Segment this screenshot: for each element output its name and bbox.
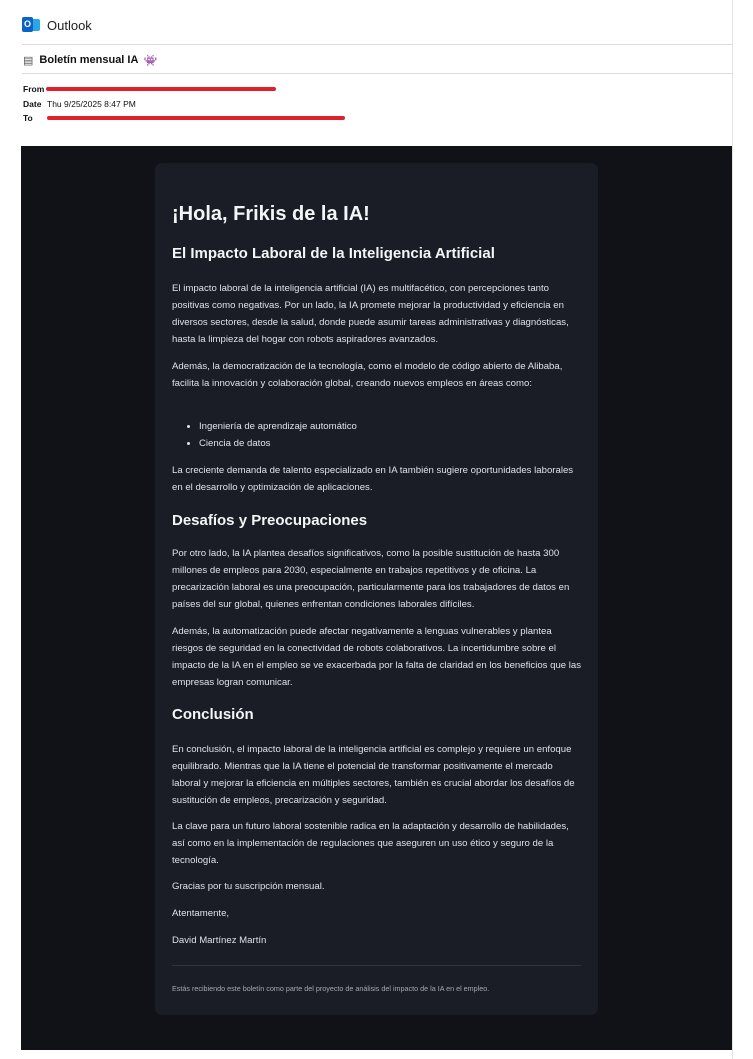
list-item: • Ingeniería de aprendizaje automático [199, 418, 357, 435]
alien-monster-icon: 👾 [143, 54, 158, 67]
to-label: To [23, 112, 33, 123]
date-row [23, 97, 136, 110]
section2-paragraph-1: Por otro lado, la IA plantea desafíos significativos, como la posible sustitución de hasta 300 millones de empleos para 2030, especialmente en trabajos repetitivos y de oficina. La precarización laboral es una preocupación, particularmente para los trabajadores de datos en países del sur global, quienes enfrentan condiciones laborales difíciles. [172, 548, 570, 610]
section1-paragraph-1: El impacto laboral de la inteligencia artificial (IA) es multifacético, con percepciones tanto positivas como negativas. Por un lado, la IA promete mejorar la productividad y eficiencia en diversos sectores, desde la salud, donde puede asumir tareas administrativas y diagnósticas, hasta la limpieza del hogar con robots aspiradores avanzados. [172, 283, 569, 345]
outlook-logo-icon: O [22, 16, 40, 34]
thanks-text: Gracias por tu suscripción mensual. [172, 881, 325, 892]
section2-paragraph-2: Además, la automatización puede afectar negativamente a lenguas vulnerables y plantea riesgos de seguridad en la conectividad de robots colaborativos. La incertidumbre sobre el impacto de la IA en el empleo se ve exacerbada por la falta de claridad en los beneficios que las empresas logran comunicar. [172, 626, 582, 688]
list-item: • Ciencia de datos [199, 435, 357, 452]
subject-divider [22, 73, 733, 74]
newsletter-card [155, 163, 598, 1015]
subject-text: Boletín mensual IA [39, 54, 139, 66]
signature-text: David Martínez Martín [172, 935, 267, 946]
section1-paragraph-3: La creciente demanda de talento especializado en IA también sugiere oportunidades laborales en el desarrollo y optimización de aplicaciones. [172, 465, 574, 493]
app-name: Outlook [47, 17, 92, 33]
from-redacted [46, 87, 276, 91]
section3-paragraph-1: En conclusión, el impacto laboral de la inteligencia artificial es complejo y requiere un enfoque equilibrado. Mientras que la IA tiene el potencial de transformar positivamente el mercado laboral y mejorar la eficiencia en múltiples sectores, también es crucial abordar los desafíos de sustitución de empleos, precarización y seguridad. [172, 744, 575, 806]
header-divider [22, 44, 733, 45]
greeting-heading: ¡Hola, Frikis de la IA! [172, 203, 370, 225]
from-label: From [23, 83, 45, 94]
date-value: Thu 9/25/2025 8:47 PM [47, 98, 136, 109]
footer-divider [172, 965, 581, 966]
footer-note: Estás recibiendo este boletín como parte del proyecto de análisis del impacto de la IA en el empleo. [172, 984, 490, 993]
section3-paragraph-2: La clave para un futuro laboral sostenible radica en la adaptación y desarrollo de habilidades, así como en la implementación de regulaciones que aseguren un uso ético y seguro de la tecnología. [172, 821, 569, 866]
subject-row [23, 51, 157, 69]
window-right-border [732, 0, 733, 1059]
section3-title: Conclusión [172, 706, 254, 723]
closing-text: Atentamente, [172, 908, 230, 919]
to-redacted [47, 116, 345, 120]
from-row [23, 82, 276, 95]
section2-title: Desafíos y Preocupaciones [172, 512, 368, 529]
to-row [23, 111, 345, 124]
area-list [172, 418, 357, 452]
section1-paragraph-2: Además, la democratización de la tecnología, como el modelo de código abierto de Alibaba, facilita la innovación y colaboración global, creando nuevos empleos en áreas como: [172, 361, 563, 389]
app-header [22, 14, 92, 36]
section1-title: El Impacto Laboral de la Inteligencia Artificial [172, 245, 495, 262]
newspaper-icon: ▤ [23, 54, 34, 67]
date-label: Date [23, 98, 42, 109]
